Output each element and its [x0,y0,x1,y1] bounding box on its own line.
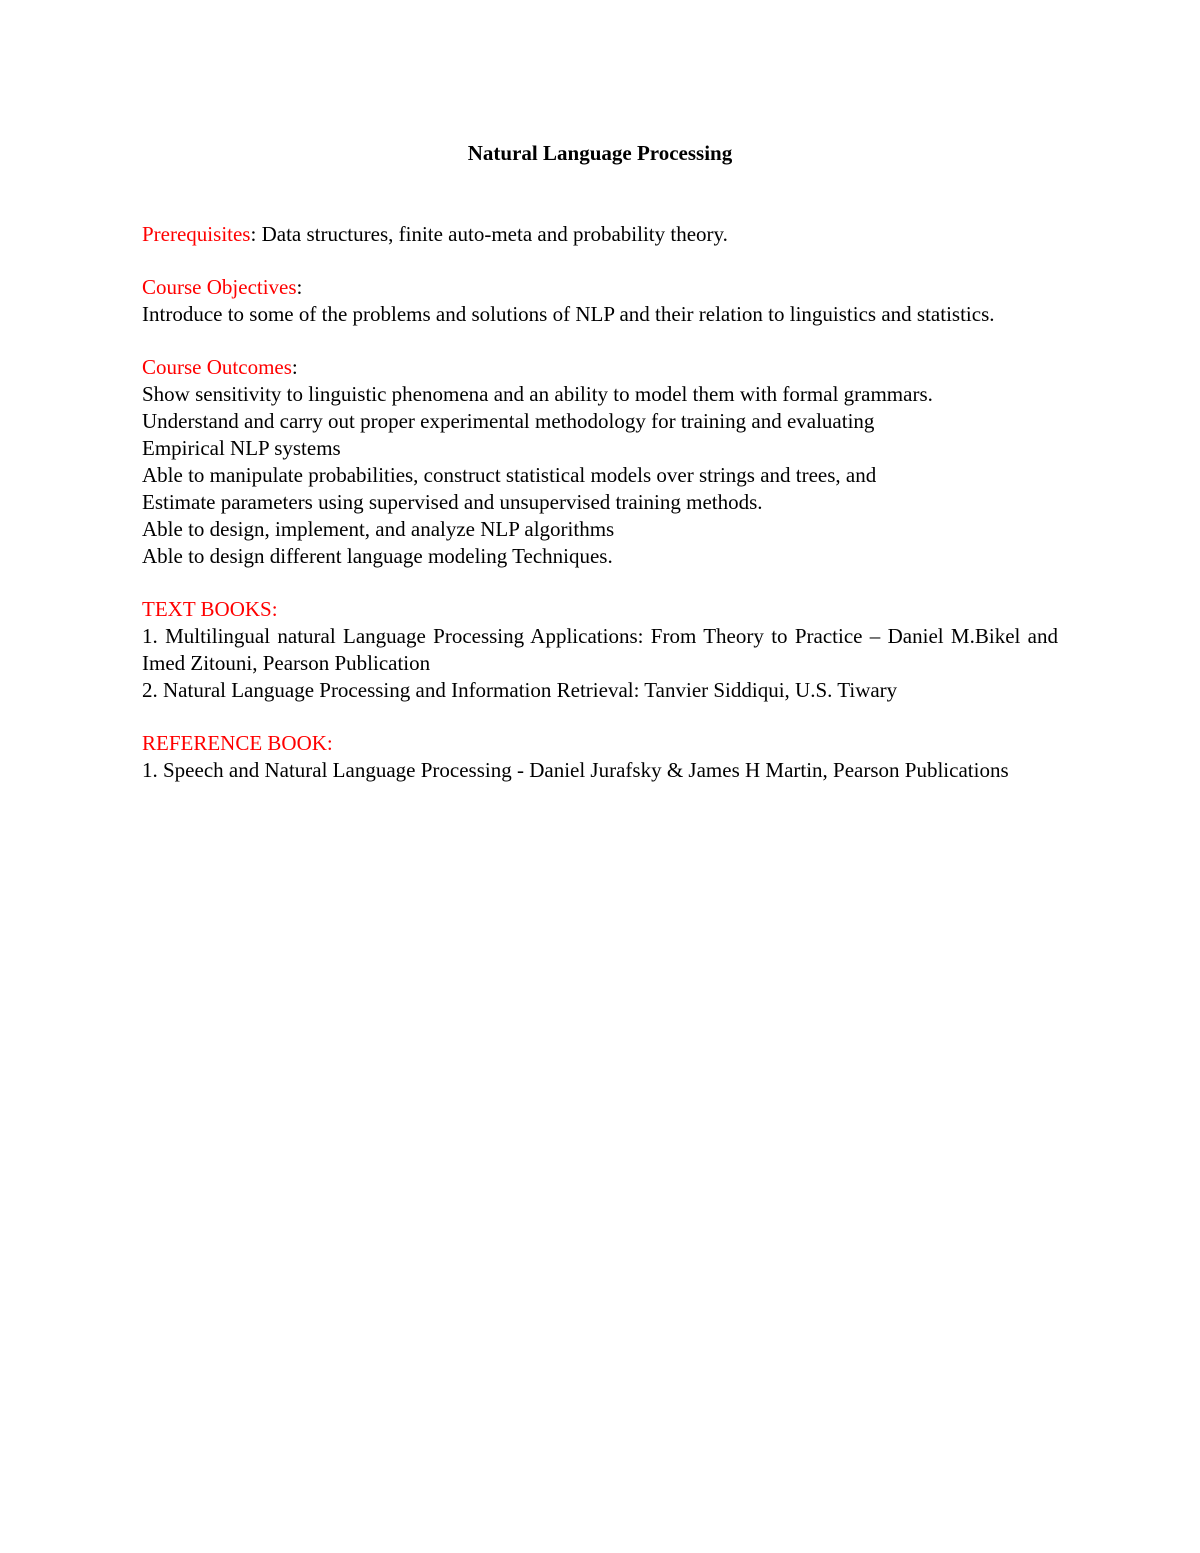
outcome-line: Able to design different language modeling Techniques. [142,544,613,568]
outcomes-section [142,354,1058,570]
reference-book-item: 1. Speech and Natural Language Processing - Daniel Jurafsky & James H Martin, Pearson Publications [142,758,1009,782]
text-book-item: 2. Natural Language Processing and Information Retrieval: Tanvier Siddiqui, U.S. Tiwary [142,678,898,702]
outcome-line: Understand and carry out proper experimental methodology for training and evaluating [142,409,875,433]
outcome-line: Empirical NLP systems [142,436,341,460]
document-title: Natural Language Processing [467,141,733,165]
text-book-item: 1. Multilingual natural Language Processing Applications: From Theory to Practice – Daniel M.Bikel and Imed Zitouni, Pearson Publication [142,624,1058,675]
objectives-label: Course Objectives [142,275,297,299]
prerequisites-text: Data structures, finite auto-meta and probability theory. [256,222,728,246]
prerequisites-label: Prerequisites [142,222,251,246]
outcome-line: Estimate parameters using supervised and unsupervised training methods. [142,490,763,514]
outcomes-label: Course Outcomes [142,355,292,379]
prerequisites-section [142,221,1058,248]
outcome-line: Able to manipulate probabilities, construct statistical models over strings and trees, and [142,463,877,487]
document-page [142,140,1058,810]
outcomes-colon: : [291,355,298,379]
outcome-line: Able to design, implement, and analyze NLP algorithms [142,517,615,541]
objectives-text: Introduce to some of the problems and solutions of NLP and their relation to linguistics and statistics. [142,302,995,326]
reference-book-label: REFERENCE BOOK: [142,731,333,755]
reference-book-section [142,730,1058,784]
text-books-section [142,596,1058,704]
outcome-line: Show sensitivity to linguistic phenomena and an ability to model them with formal grammars. [142,382,933,406]
objectives-section [142,274,1058,328]
text-books-label: TEXT BOOKS: [142,597,278,621]
prerequisites-colon: : [250,222,257,246]
objectives-colon: : [296,275,303,299]
